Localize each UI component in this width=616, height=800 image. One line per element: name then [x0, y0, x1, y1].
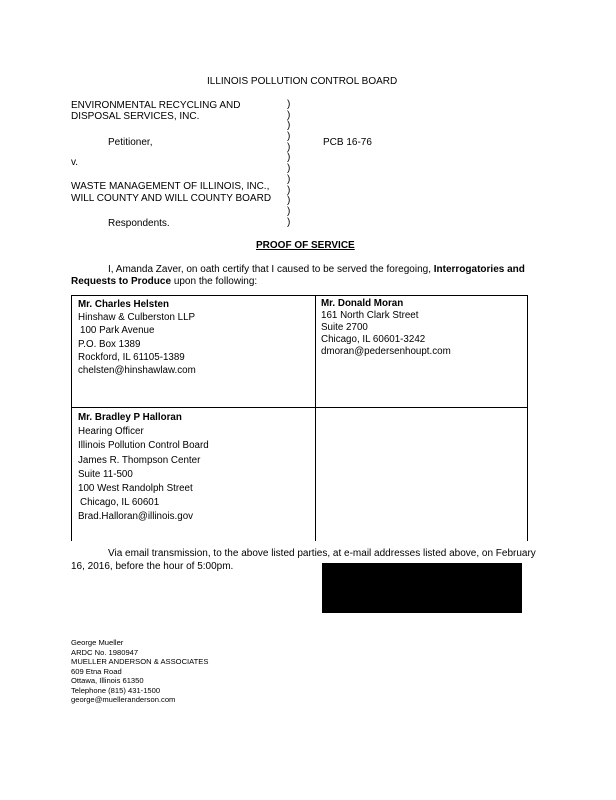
paren: ) — [287, 195, 291, 207]
recipient-name: Mr. Charles Helsten — [78, 299, 169, 310]
firm-telephone: Telephone (815) 431-1500 — [71, 685, 161, 695]
firm-email: george@muelleranderson.com — [71, 695, 176, 704]
email-address: Brad.Halloran@illinois.gov — [78, 511, 194, 523]
paren: ) — [287, 184, 291, 196]
address-line: James R. Thompson Center — [78, 454, 201, 466]
case-number: PCB 16-76 — [323, 137, 372, 148]
address-line: Rockford, IL 61105-1389 — [78, 351, 185, 363]
caption-bracket — [287, 100, 290, 228]
firm-city: Ottawa, Illinois 61350 — [71, 676, 144, 685]
address-line: Hearing Officer — [78, 426, 144, 438]
address-line: P.O. Box 1389 — [78, 338, 141, 350]
paren: ) — [287, 205, 291, 217]
paren: ) — [287, 109, 291, 121]
petitioner-name-line2: DISPOSAL SERVICES, INC. — [71, 111, 200, 122]
paren: ) — [287, 163, 291, 175]
redacted-signature — [322, 563, 522, 613]
service-entry-halloran — [78, 411, 209, 525]
paren: ) — [287, 120, 291, 132]
paren: ) — [287, 99, 291, 110]
intro-tail: upon the following: — [173, 276, 258, 287]
firm-name: MUELLER ANDERSON & ASSOCIATES — [71, 657, 209, 666]
paren: ) — [287, 216, 291, 228]
service-entry-helsten — [78, 298, 196, 377]
address-line: Chicago, IL 60601-3242 — [321, 334, 426, 345]
transmission-line1: Via email transmission, to the above listed parties, at e-mail addresses listed above, on February — [108, 548, 536, 559]
address-line: Chicago, IL 60601 — [80, 497, 160, 509]
ardc-number: ARDC No. 1980947 — [71, 647, 139, 657]
document-title: PROOF OF SERVICE — [256, 240, 355, 251]
board-title: ILLINOIS POLLUTION CONTROL BOARD — [207, 76, 398, 87]
intro-document-name-part1: Interrogatories and — [433, 264, 525, 275]
recipient-name: Mr. Donald Moran — [321, 298, 404, 309]
paren: ) — [287, 152, 291, 164]
email-address: dmoran@pedersenhoupt.com — [321, 346, 451, 357]
respondent-name-line2: WILL COUNTY AND WILL COUNTY BOARD — [71, 193, 272, 204]
intro-line1 — [108, 264, 525, 277]
recipient-name: Mr. Bradley P Halloran — [78, 412, 182, 423]
paren: ) — [287, 173, 291, 185]
respondent-role: Respondents. — [108, 218, 170, 229]
intro-line2 — [71, 276, 257, 289]
address-line: 100 West Randolph Street — [78, 483, 193, 495]
intro-text: I, Amanda Zaver, on oath certify that I caused to be served the foregoing, — [108, 264, 431, 275]
respondent-name-line1: WASTE MANAGEMENT OF ILLINOIS, INC., — [71, 181, 270, 192]
firm-street: 609 Etna Road — [71, 666, 122, 676]
service-list-row-divider — [71, 407, 528, 408]
transmission-line2: 16, 2016, before the hour of 5:00pm. — [71, 561, 234, 572]
petitioner-role: Petitioner, — [108, 137, 153, 148]
attorney-name: George Mueller — [71, 638, 124, 647]
service-entry-moran — [321, 298, 451, 358]
address-line: 161 North Clark Street — [321, 310, 419, 321]
address-line: Hinshaw & Culberston LLP — [78, 312, 196, 324]
email-address: chelsten@hinshawlaw.com — [78, 365, 196, 377]
address-line: Illinois Pollution Control Board — [78, 440, 209, 452]
paren: ) — [287, 141, 291, 153]
address-line: 100 Park Avenue — [80, 325, 155, 337]
address-line: Suite 2700 — [321, 322, 368, 333]
intro-document-name-part2: Requests to Produce — [71, 276, 172, 287]
service-list-column-divider — [315, 296, 316, 541]
address-line: Suite 11-500 — [78, 468, 133, 480]
paren: ) — [287, 131, 291, 143]
petitioner-name-line1: ENVIRONMENTAL RECYCLING AND — [71, 100, 241, 111]
signature-block — [71, 638, 208, 705]
versus-label: v. — [71, 157, 79, 168]
